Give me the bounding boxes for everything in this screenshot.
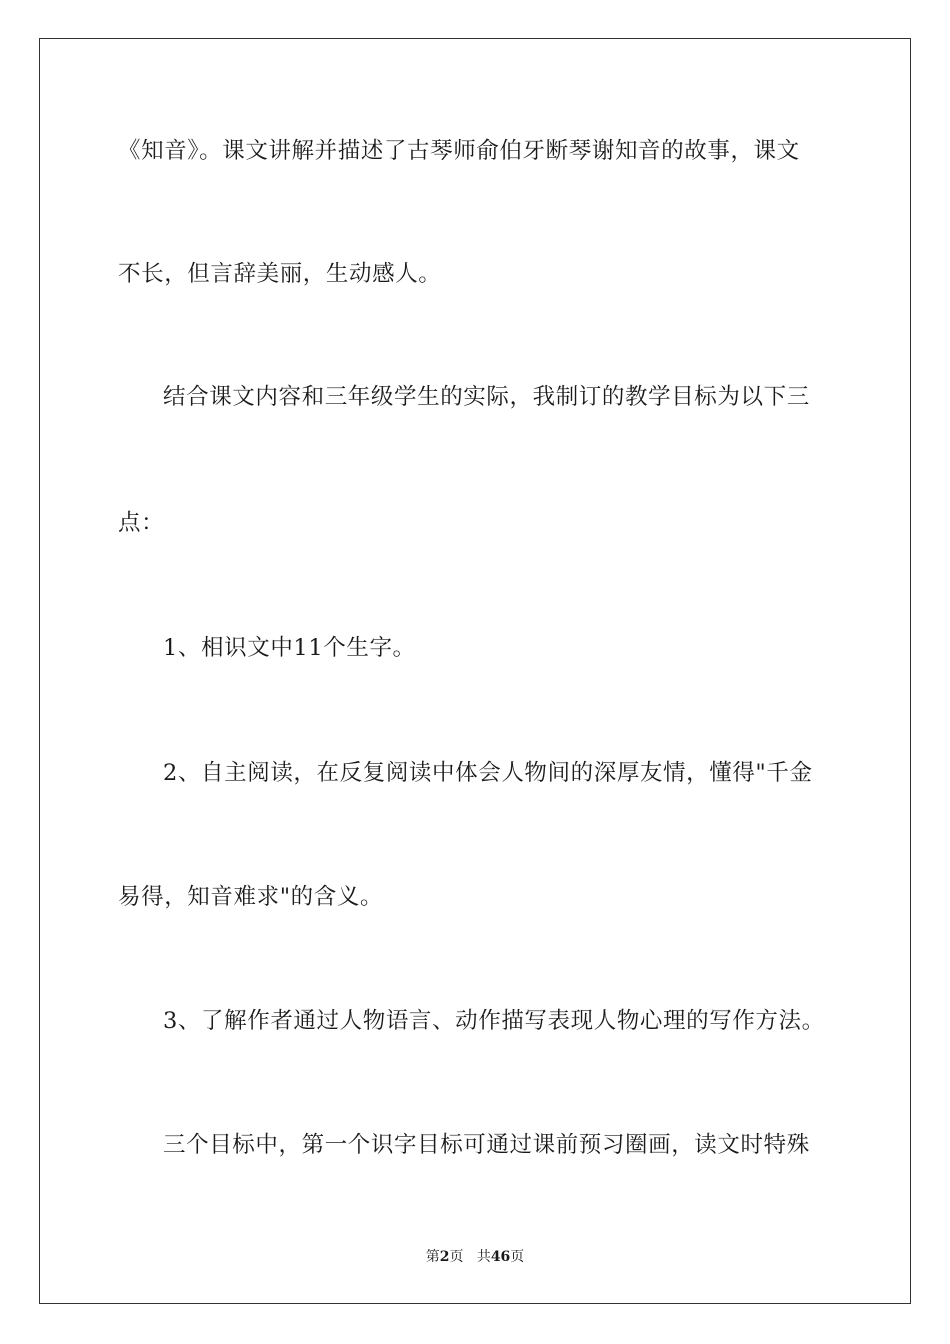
footer-total-suffix: 页 [510, 1249, 525, 1265]
body-line-3: 结合课文内容和三年级学生的实际，我制订的教学目标为以下三 [163, 384, 810, 410]
footer-page-prefix: 第 [425, 1249, 440, 1265]
body-line-9: 三个目标中，第一个识字目标可通过课前预习圈画，读文时特殊 [163, 1132, 810, 1158]
body-line-4: 点： [118, 510, 165, 536]
footer-page-number: 2 [439, 1249, 450, 1265]
body-line-6: 2、自主阅读，在反复阅读中体会人物间的深厚友情，懂得"千金 [163, 760, 813, 786]
page-footer [0, 1248, 950, 1266]
body-line-8: 3、了解作者通过人物语言、动作描写表现人物心理的写作方法。 [163, 1008, 825, 1034]
footer-total-pages: 46 [490, 1249, 511, 1265]
footer-page-suffix: 页 [449, 1249, 464, 1265]
page-border [39, 38, 911, 1304]
body-line-1: 《知音》。课文讲解并描述了古琴师俞伯牙断琴谢知音的故事，课文 [118, 138, 800, 164]
footer-total-prefix: 共 [476, 1249, 491, 1265]
body-line-5: 1、相识文中11个生字。 [163, 635, 416, 661]
body-line-2: 不长，但言辞美丽，生动感人。 [118, 261, 442, 287]
body-line-7: 易得，知音难求"的含义。 [118, 884, 384, 910]
